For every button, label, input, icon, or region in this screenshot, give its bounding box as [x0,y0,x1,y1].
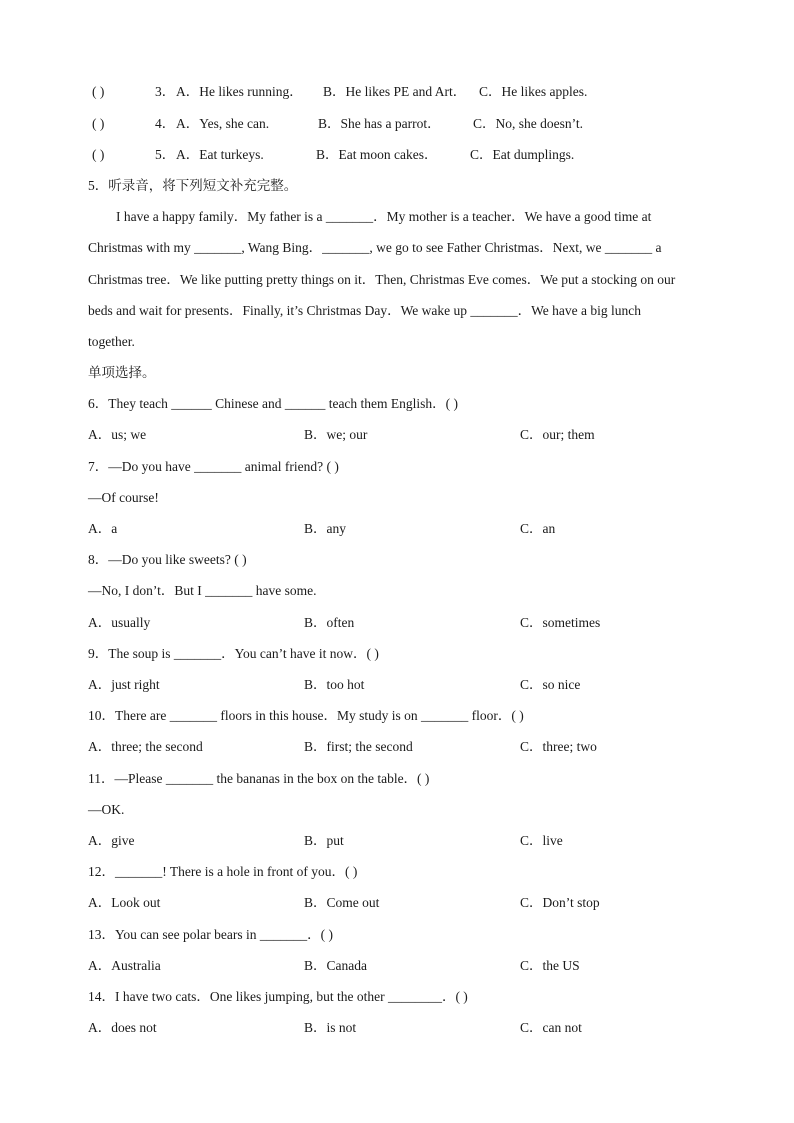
option-c[interactable]: C．an [520,521,556,536]
option-b[interactable]: B．often [304,615,355,630]
option-c: C．No, she doesn’t. [473,116,583,131]
option-c[interactable]: C．our; them [520,427,595,442]
question-stem: 10．There are _______ floors in this house．My study is on _______ floor．( ) [88,708,524,723]
question-stem-reply: —OK. [88,802,125,817]
option-b[interactable]: B．is not [304,1020,357,1035]
question-stem: 14．I have two cats．One likes jumping, but the other ________．( ) [88,989,468,1004]
option-b[interactable]: B．any [304,521,346,536]
passage-line-5: together. [88,334,135,349]
answer-paren[interactable]: ( ) [92,116,105,131]
section5-heading: 5．听录音，将下列短文补充完整。 [88,178,298,193]
option-b[interactable]: B．we; our [304,427,368,442]
option-a: A．Eat turkeys. [176,147,264,162]
option-b[interactable]: B．Canada [304,958,367,973]
option-b[interactable]: B．Come out [304,895,380,910]
option-a[interactable]: A．three; the second [88,739,203,754]
option-c[interactable]: C．the US [520,958,580,973]
answer-paren[interactable]: ( ) [92,84,105,99]
mc-heading: 单项选择。 [88,365,156,380]
question-number: 4． [155,116,176,131]
options-row [0,957,794,975]
question-stem: 7．—Do you have _______ animal friend? ( ) [88,459,339,474]
question-number: 5． [155,147,176,162]
passage-line-2: Christmas with my _______, Wang Bing．_______, we go to see Father Christmas．Next, we _______ a [88,240,662,255]
option-a[interactable]: A．usually [88,615,151,630]
options-row [0,676,794,694]
passage-line-4: beds and wait for presents．Finally, it’s Christmas Day．We wake up _______．We have a big lunch [88,303,641,318]
options-row [0,520,794,538]
option-c: C．Eat dumplings. [470,147,575,162]
option-a[interactable]: A．Look out [88,895,161,910]
question-stem: 9．The soup is _______．You can’t have it now．( ) [88,646,379,661]
question-stem: 6．They teach ______ Chinese and ______ teach them English．( ) [88,396,459,411]
option-a[interactable]: A．give [88,833,135,848]
options-row [0,614,794,632]
option-a[interactable]: A．just right [88,677,160,692]
passage-line-1: I have a happy family．My father is a _______．My mother is a teacher．We have a good time at [116,209,652,224]
question-stem-reply: —No, I don’t．But I _______ have some. [88,583,317,598]
option-c[interactable]: C．live [520,833,563,848]
question-stem: 11．—Please _______ the bananas in the box on the table．( ) [88,771,430,786]
option-c[interactable]: C．three; two [520,739,597,754]
option-c[interactable]: C．can not [520,1020,582,1035]
listening-row-4 [0,115,794,133]
option-b[interactable]: B．put [304,833,344,848]
option-c[interactable]: C．sometimes [520,615,601,630]
listening-row-3 [0,83,794,101]
option-c[interactable]: C．Don’t stop [520,895,600,910]
option-c[interactable]: C．so nice [520,677,581,692]
question-stem: 13．You can see polar bears in _______．( ) [88,927,333,942]
option-a[interactable]: A．does not [88,1020,157,1035]
options-row [0,426,794,444]
listening-row-5 [0,146,794,164]
question-number: 3． [155,84,176,99]
options-row [0,738,794,756]
passage-line-3: Christmas tree．We like putting pretty things on it．Then, Christmas Eve comes．We put a stocking on our [88,272,676,287]
option-b[interactable]: B．first; the second [304,739,413,754]
option-b: B．He likes PE and Art． [323,84,467,99]
question-stem: 8．—Do you like sweets? ( ) [88,552,247,567]
option-a: A．He likes running． [176,84,303,99]
question-stem: 12．_______! There is a hole in front of you．( ) [88,864,358,879]
options-row [0,894,794,912]
option-b: B．She has a parrot． [318,116,441,131]
option-c: C．He likes apples. [479,84,588,99]
question-stem-reply: —Of course! [88,490,159,505]
option-a[interactable]: A．us; we [88,427,147,442]
option-a[interactable]: A．Australia [88,958,161,973]
option-a: A．Yes, she can. [176,116,270,131]
option-a[interactable]: A．a [88,521,118,536]
options-row [0,1019,794,1037]
answer-paren[interactable]: ( ) [92,147,105,162]
option-b: B．Eat moon cakes． [316,147,438,162]
option-b[interactable]: B．too hot [304,677,365,692]
options-row [0,832,794,850]
